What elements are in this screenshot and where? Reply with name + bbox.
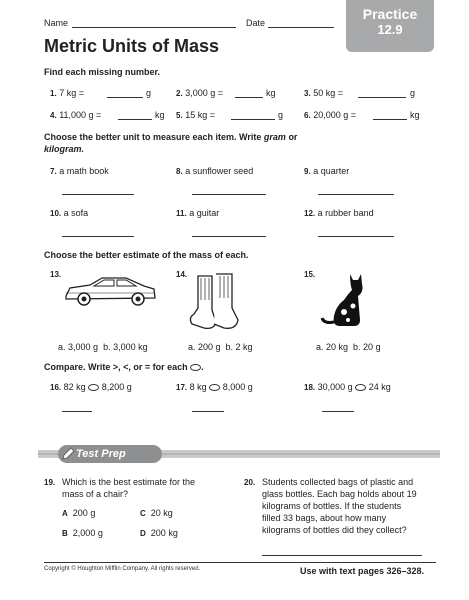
item-text: a sunflower seed [185, 166, 254, 176]
item-15-choices [316, 342, 381, 352]
q19-choice-d[interactable] [140, 528, 178, 538]
name-field[interactable] [72, 27, 236, 28]
q20-line: Students collected bags of plastic and [262, 477, 414, 487]
item-12 [304, 208, 374, 218]
item-18 [304, 382, 391, 392]
answer-blank[interactable] [318, 194, 394, 195]
item-text: 15 kg = [185, 110, 215, 120]
instruction-text: Compare. Write >, <, or = for each [44, 362, 188, 372]
pencil-check-icon [60, 446, 76, 462]
compare-left: 8 kg [189, 382, 207, 392]
item-unit: kg [155, 110, 165, 120]
item-1 [50, 88, 84, 98]
q20-number: 20. [244, 478, 256, 487]
item-number: 8. [176, 167, 183, 176]
item-number: 5. [176, 111, 183, 120]
answer-blank[interactable] [358, 97, 406, 98]
copyright: Copyright © Houghton Mifflin Company. All rights reserved. [44, 566, 201, 572]
item-text: a quarter [313, 166, 350, 176]
answer-blank[interactable] [231, 119, 275, 120]
q20-line: filled 33 bags, about how many [262, 513, 387, 523]
compare-right: 8,000 g [222, 382, 253, 392]
choice-letter: B [62, 529, 68, 538]
item-text: a rubber band [317, 208, 374, 218]
item-number: 7. [50, 167, 57, 176]
compare-right: 24 kg [368, 382, 391, 392]
compare-circle-icon[interactable] [209, 384, 220, 391]
badge-line2: 12.9 [377, 22, 403, 37]
item-8 [176, 166, 253, 176]
date-field[interactable] [268, 27, 334, 28]
item-unit: g [146, 88, 152, 98]
badge-line1: Practice [362, 6, 418, 22]
answer-blank[interactable] [322, 411, 354, 412]
choice-a[interactable]: a. 200 g [188, 342, 221, 352]
item-17 [176, 382, 253, 392]
compare-left: 30,000 g [317, 382, 353, 392]
answer-blank[interactable] [192, 194, 266, 195]
q19-choice-c[interactable] [140, 508, 173, 518]
choice-letter: C [140, 509, 146, 518]
instruction-text: Choose the better unit to measure each item. Write [44, 132, 262, 142]
item-number: 4. [50, 111, 57, 120]
item-number: 6. [304, 111, 311, 120]
compare-circle-icon [190, 364, 201, 371]
use-with-text: Use with text pages 326–328. [300, 566, 425, 576]
item-9 [304, 166, 349, 176]
answer-blank[interactable] [192, 411, 224, 412]
q20-line: kilograms of bottles did they collect? [262, 525, 407, 535]
choice-letter: A [62, 509, 68, 518]
choice-b[interactable]: b. 2 kg [225, 342, 253, 352]
q20-text [262, 476, 417, 536]
section3-instruction: Choose the better estimate of the mass of each. [44, 250, 249, 260]
choice-a[interactable]: a. 20 kg [316, 342, 349, 352]
socks-icon [188, 270, 248, 335]
section2-instruction [44, 131, 344, 155]
item-unit: kg [410, 110, 420, 120]
answer-blank[interactable] [318, 236, 394, 237]
compare-right: 8,200 g [101, 382, 132, 392]
item-text: 7 kg = [59, 88, 84, 98]
item-13-number: 13. [50, 270, 62, 279]
item-3 [304, 88, 343, 98]
answer-blank[interactable] [62, 236, 134, 237]
answer-blank[interactable] [118, 119, 152, 120]
item-text: 3,000 g = [185, 88, 223, 98]
item-unit: g [410, 88, 416, 98]
answer-blank[interactable] [62, 194, 134, 195]
item-unit: g [278, 110, 284, 120]
item-number: 9. [304, 167, 311, 176]
item-16 [50, 382, 132, 392]
item-text: a guitar [189, 208, 220, 218]
item-text: a sofa [63, 208, 89, 218]
answer-blank[interactable] [107, 97, 143, 98]
item-text: 20,000 g = [313, 110, 356, 120]
item-14-number: 14. [176, 270, 188, 279]
choice-a[interactable]: a. 3,000 g [58, 342, 99, 352]
footer-rule [44, 562, 436, 563]
item-number: 10. [50, 209, 62, 218]
choice-b[interactable]: b. 20 g [353, 342, 381, 352]
answer-blank[interactable] [262, 555, 422, 556]
answer-blank[interactable] [235, 97, 263, 98]
q20-line: kilograms of bottles. If the students [262, 501, 402, 511]
item-6 [304, 110, 356, 120]
item-15-number: 15. [304, 270, 316, 279]
compare-circle-icon[interactable] [88, 384, 99, 391]
cat-icon [320, 270, 368, 330]
answer-blank[interactable] [373, 119, 407, 120]
choice-b[interactable]: b. 3,000 kg [103, 342, 148, 352]
q19-line: mass of a chair? [62, 489, 129, 499]
item-unit: kg [266, 88, 276, 98]
choice-letter: D [140, 529, 146, 538]
item-number: 18. [304, 383, 316, 392]
item-10 [50, 208, 88, 218]
q19-choice-a[interactable] [62, 508, 95, 518]
item-13-choices [58, 342, 148, 352]
choice-text: 2,000 g [72, 528, 103, 538]
item-text: a math book [59, 166, 109, 176]
page-title: Metric Units of Mass [44, 36, 220, 56]
item-11 [176, 208, 219, 218]
date-label: Date [246, 18, 266, 28]
item-number: 11. [176, 209, 187, 218]
q19-line: Which is the best estimate for the [62, 477, 196, 487]
item-number: 3. [304, 89, 311, 98]
q19-number: 19. [44, 478, 56, 487]
item-number: 17. [176, 383, 188, 392]
name-label: Name [44, 18, 69, 28]
car-icon [60, 272, 160, 312]
choice-text: 200 kg [150, 528, 178, 538]
instruction-or: or [288, 132, 298, 142]
item-7 [50, 166, 109, 176]
item-14-choices [188, 342, 253, 352]
instruction-gram: gram [263, 132, 286, 142]
compare-left: 82 kg [63, 382, 86, 392]
item-5 [176, 110, 215, 120]
item-4 [50, 110, 101, 120]
instruction-kilogram: kilogram. [44, 144, 85, 154]
item-text: 50 kg = [313, 88, 343, 98]
item-number: 1. [50, 89, 57, 98]
practice-badge [346, 0, 434, 52]
answer-blank[interactable] [192, 236, 266, 237]
choice-text: 20 kg [150, 508, 173, 518]
section4-instruction: Compare. Write >, <, or = for each . [44, 362, 204, 372]
q20-line: glass bottles. Each bag holds about 19 [262, 489, 417, 499]
q19-choice-b[interactable] [62, 528, 103, 538]
test-prep-label: Test Prep [58, 445, 162, 463]
q19-text [62, 476, 195, 500]
section1-instruction: Find each missing number. [44, 67, 161, 77]
item-text: 11,000 g = [59, 110, 102, 120]
item-number: 12. [304, 209, 316, 218]
answer-blank[interactable] [62, 411, 92, 412]
item-number: 2. [176, 89, 183, 98]
item-2 [176, 88, 223, 98]
choice-text: 200 g [72, 508, 96, 518]
compare-circle-icon[interactable] [355, 384, 366, 391]
item-number: 16. [50, 383, 62, 392]
